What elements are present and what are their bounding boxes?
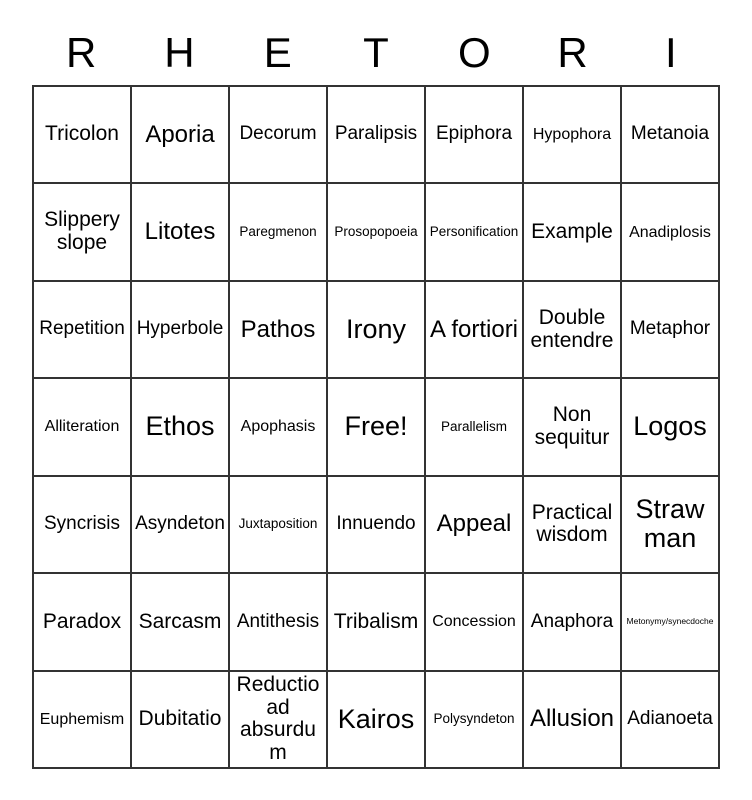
bingo-cell-label: Example [531, 219, 613, 243]
bingo-cell-r3-c3[interactable] [230, 282, 328, 379]
bingo-cell-r4-c1[interactable] [34, 379, 132, 476]
bingo-header-letter-3: E [263, 29, 292, 76]
bingo-cell-label: Asyndeton [135, 513, 225, 535]
bingo-cell-r1-c6[interactable] [524, 87, 622, 184]
bingo-cell-label: Litotes [144, 218, 216, 246]
bingo-cell-label: Adianoeta [627, 708, 713, 730]
bingo-cell-r2-c6[interactable] [524, 184, 622, 281]
bingo-cell-label: Hypophora [532, 126, 612, 144]
bingo-cell-r5-c3[interactable] [230, 477, 328, 574]
bingo-cell-r3-c1[interactable] [34, 282, 132, 379]
bingo-cell-label: Pathos [240, 315, 316, 343]
bingo-cell-r7-c3[interactable] [230, 672, 328, 769]
bingo-header-letter-1: R [65, 29, 97, 76]
bingo-cell-r4-c7[interactable] [622, 379, 720, 476]
bingo-cell-label: Allusion [529, 705, 615, 733]
bingo-header-letter-6: R [557, 29, 588, 76]
bingo-cell-r7-c6[interactable] [524, 672, 622, 769]
bingo-header-letter-7: I [665, 29, 677, 76]
bingo-cell-label: Innuendo [336, 513, 416, 535]
bingo-cell-label: Antithesis [236, 610, 320, 632]
bingo-cell-label: Metaphor [629, 318, 711, 340]
bingo-cell-r3-c4[interactable] [328, 282, 426, 379]
bingo-cell-r7-c5[interactable] [426, 672, 524, 769]
bingo-cell-label: Epiphora [435, 123, 513, 145]
bingo-cell-label: Personification [429, 223, 519, 239]
bingo-cell-r7-c1[interactable] [34, 672, 132, 769]
bingo-cell-r2-c1[interactable] [34, 184, 132, 281]
bingo-cell-r1-c7[interactable] [622, 87, 720, 184]
bingo-cell-label: Slippery slope [44, 208, 120, 255]
bingo-header-letters [32, 22, 720, 84]
bingo-cell-label: Double entendre [530, 305, 614, 352]
bingo-cell-r6-c2[interactable] [132, 574, 230, 671]
bingo-cell-r3-c5[interactable] [426, 282, 524, 379]
bingo-cell-label: Paralipsis [334, 123, 418, 145]
bingo-cell-r6-c7[interactable] [622, 574, 720, 671]
bingo-cell-r7-c2[interactable] [132, 672, 230, 769]
bingo-cell-label: Tribalism [333, 609, 419, 633]
bingo-cell-r2-c5[interactable] [426, 184, 524, 281]
bingo-cell-r4-c5[interactable] [426, 379, 524, 476]
bingo-cell-label: Concession [432, 613, 516, 631]
bingo-cell-label: Anadiplosis [629, 223, 711, 241]
bingo-cell-label: Tricolon [45, 122, 119, 146]
bingo-header-letter-4: T [363, 29, 389, 76]
bingo-cell-r4-c2[interactable] [132, 379, 230, 476]
bingo-cell-label: Kairos [337, 703, 415, 734]
bingo-cell-label: Decorum [239, 123, 317, 145]
bingo-cell-label: Ethos [145, 411, 215, 442]
bingo-cell-label: Appeal [436, 510, 512, 538]
bingo-cell-r2-c7[interactable] [622, 184, 720, 281]
bingo-cell-r4-c3[interactable] [230, 379, 328, 476]
bingo-cell-r2-c4[interactable] [328, 184, 426, 281]
bingo-grid [32, 85, 720, 769]
bingo-cell-label: Non sequitur [534, 403, 610, 449]
bingo-cell-label: Aporia [145, 120, 215, 148]
bingo-cell-label: Parallelism [440, 418, 508, 434]
bingo-cell-label: Prosopopoeia [334, 223, 418, 239]
bingo-cell-label: Alliteration [44, 418, 120, 436]
bingo-cell-label: Irony [345, 313, 407, 344]
bingo-cell-r1-c5[interactable] [426, 87, 524, 184]
bingo-cell-label: Reductio ad absurdum [236, 672, 320, 764]
bingo-cell-r7-c4[interactable] [328, 672, 426, 769]
bingo-cell-label: Euphemism [39, 710, 125, 728]
bingo-cell-r3-c7[interactable] [622, 282, 720, 379]
bingo-cell-label: Straw man [635, 494, 705, 554]
bingo-cell-r7-c7[interactable] [622, 672, 720, 769]
bingo-cell-label: A fortiori [429, 315, 519, 343]
bingo-cell-r6-c6[interactable] [524, 574, 622, 671]
bingo-cell-label: Anaphora [530, 610, 614, 632]
bingo-cell-r2-c2[interactable] [132, 184, 230, 281]
bingo-cell-r5-c5[interactable] [426, 477, 524, 574]
bingo-cell-label: Logos [633, 411, 707, 442]
bingo-cell-r6-c4[interactable] [328, 574, 426, 671]
bingo-cell-r5-c4[interactable] [328, 477, 426, 574]
bingo-cell-r5-c7[interactable] [622, 477, 720, 574]
bingo-cell-r6-c1[interactable] [34, 574, 132, 671]
bingo-cell-r5-c6[interactable] [524, 477, 622, 574]
bingo-cell-r3-c2[interactable] [132, 282, 230, 379]
bingo-cell-r3-c6[interactable] [524, 282, 622, 379]
bingo-cell-label: Repetition [39, 318, 125, 340]
bingo-cell-label: Free! [344, 411, 408, 442]
bingo-cell-label: Paregmenon [239, 223, 317, 239]
bingo-cell-label: Metanoia [630, 123, 710, 145]
bingo-cell-label: Paradox [42, 609, 122, 633]
bingo-cell-label: Hyperbole [136, 318, 224, 340]
bingo-cell-r1-c2[interactable] [132, 87, 230, 184]
bingo-cell-r1-c1[interactable] [34, 87, 132, 184]
bingo-header-letter-2: H [164, 29, 195, 76]
bingo-cell-label: Metonymy/synecdoche [626, 616, 714, 627]
bingo-cell-r5-c2[interactable] [132, 477, 230, 574]
bingo-cell-free-space[interactable] [328, 379, 426, 476]
bingo-cell-r6-c3[interactable] [230, 574, 328, 671]
bingo-cell-r2-c3[interactable] [230, 184, 328, 281]
bingo-cell-label: Apophasis [240, 418, 316, 436]
bingo-cell-label: Practical wisdom [531, 500, 613, 547]
bingo-cell-label: Dubitatio [138, 706, 222, 730]
bingo-cell-r5-c1[interactable] [34, 477, 132, 574]
bingo-cell-r4-c6[interactable] [524, 379, 622, 476]
bingo-cell-r1-c4[interactable] [328, 87, 426, 184]
bingo-header-letter-5: O [457, 29, 491, 76]
bingo-cell-r6-c5[interactable] [426, 574, 524, 671]
bingo-cell-label: Polysyndeton [433, 710, 515, 726]
bingo-cell-label: Juxtaposition [238, 516, 318, 532]
bingo-cell-label: Sarcasm [138, 609, 222, 633]
bingo-cell-r1-c3[interactable] [230, 87, 328, 184]
bingo-cell-label: Syncrisis [43, 513, 120, 535]
